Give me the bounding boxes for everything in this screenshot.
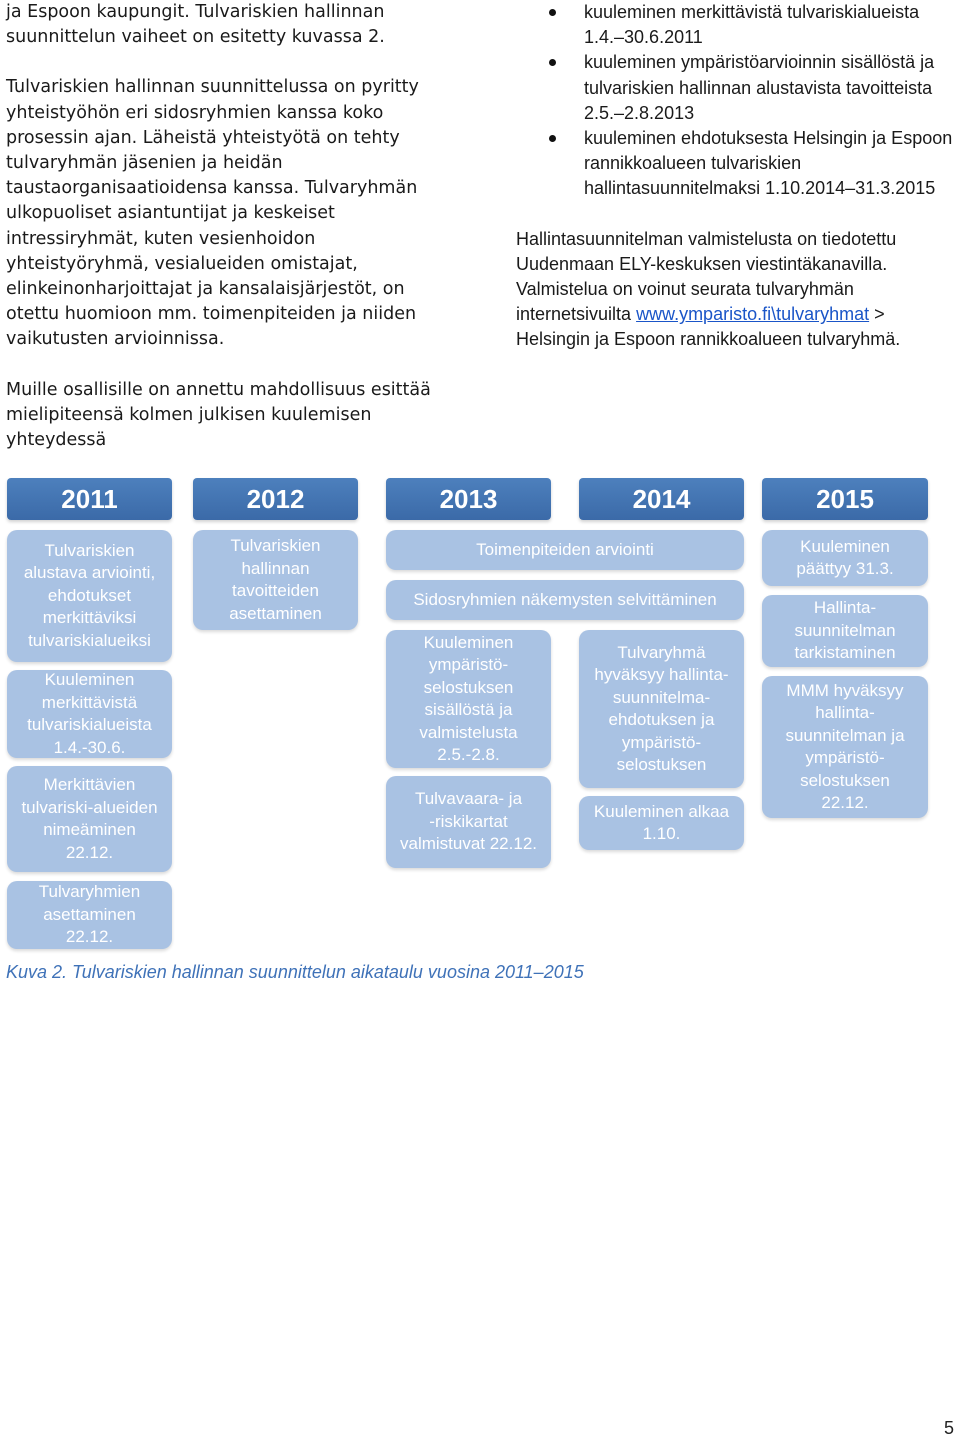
closing-text-after-link: > Helsingin ja Espoon rannikkoalueen tulvaryhmä. <box>516 304 901 350</box>
paragraph-intro: ja Espoon kaupungit. Tulvariskien hallinnan suunnittelun vaiheet on esitetty kuvassa 2. <box>6 2 385 48</box>
list-item <box>516 0 958 50</box>
step-hazard-maps: Tulvavaara- ja -riskikartat valmistuvat 22.12. <box>386 776 551 868</box>
step-plan-review: Hallinta- suunnitelman tarkistaminen <box>762 595 928 667</box>
closing-text-before-link: Hallintasuunnitelman valmistelusta on tiedotettu Uudenmaan ELY-keskuksen viestintäkanavilla. Valmistelua on voinut seurata tulvaryhmän internetsivuilta <box>516 228 897 325</box>
paragraph-hearings: Muille osallisille on annettu mahdollisuus esittää mielipiteensä kolmen julkisen kuulemisen yhteydessä <box>6 379 431 451</box>
paragraph-communication <box>516 227 958 353</box>
year-header-2014: 2014 <box>579 478 744 520</box>
bullet-icon <box>549 59 556 66</box>
year-header-2011: 2011 <box>7 478 172 520</box>
step-hearing-ends: Kuuleminen päättyy 31.3. <box>762 530 928 586</box>
figure-caption: Kuva 2. Tulvariskien hallinnan suunnittelun aikataulu vuosina 2011–2015 <box>6 962 584 982</box>
year-header-2015: 2015 <box>762 478 928 520</box>
step-hearing-environmental-report: Kuuleminen ympäristö- selostuksen sisällöstä ja valmistelusta 2.5.-2.8. <box>386 630 551 768</box>
list-item-text: kuuleminen ehdotuksesta Helsingin ja Espoon rannikkoalueen tulvariskien hallintasuunnitelmaksi 1.10.2014–31.3.2015 <box>584 128 953 199</box>
step-flood-groups: Tulvaryhmien asettaminen 22.12. <box>7 881 172 949</box>
list-item <box>516 50 958 126</box>
step-measures-assessment: Toimenpiteiden arviointi <box>386 530 744 570</box>
bullet-icon <box>549 9 556 16</box>
list-item-text: kuuleminen ympäristöarvioinnin sisällöstä ja tulvariskien hallinnan alustavista tavoitteista 2.5.–2.8.2013 <box>584 52 935 123</box>
step-setting-objectives: Tulvariskien hallinnan tavoitteiden asettaminen <box>193 530 358 630</box>
step-naming-risk-areas: Merkittävien tulvariski-alueiden nimeäminen 22.12. <box>7 766 172 872</box>
list-item <box>516 126 958 202</box>
left-column <box>6 0 450 478</box>
bullet-icon <box>549 135 556 142</box>
page-number: 5 <box>943 1418 954 1438</box>
step-preliminary-assessment: Tulvariskien alustava arviointi, ehdotukset merkittäviksi tulvariskialueiksi <box>7 530 172 662</box>
tulvaryhmat-link[interactable]: www.ymparisto.fi\tulvaryhmat <box>636 304 870 325</box>
step-ministry-approval: MMM hyväksyy hallinta- suunnitelman ja ympäristö- selostuksen 22.12. <box>762 676 928 818</box>
step-hearing-risk-areas: Kuuleminen merkittävistä tulvariskialueista 1.4.-30.6. <box>7 670 172 758</box>
paragraph-cooperation: Tulvariskien hallinnan suunnittelussa on pyritty yhteistyöhön eri sidosryhmien kanssa koko prosessin ajan. Läheistä yhteistyötä on tehty tulvaryhmän jäsenien ja heidän taustaorganisaatioidensa kanssa. Tulvaryhmän ulkopuoliset asiantuntijat ja keskeiset intressiryhmät, kuten vesienhoidon yhteistyöryhmä, vesialueiden omistajat, elinkeinonharjoittajat ja kansalaisjärjestöt, on otettu huomioon mm. toimenpiteiden ja niiden vaikutusten arvioinnissa. <box>6 77 419 350</box>
hearings-list <box>516 0 958 202</box>
step-hearing-starts: Kuuleminen alkaa 1.10. <box>579 796 744 850</box>
right-column <box>516 0 958 378</box>
year-header-2012: 2012 <box>193 478 358 520</box>
year-header-2013: 2013 <box>386 478 551 520</box>
step-stakeholder-views: Sidosryhmien näkemysten selvittäminen <box>386 580 744 620</box>
list-item-text: kuuleminen merkittävistä tulvariskialueista 1.4.–30.6.2011 <box>584 2 920 48</box>
step-plan-approval-group: Tulvaryhmä hyväksyy hallinta- suunnitelma- ehdotuksen ja ympäristö- selostuksen <box>579 630 744 788</box>
